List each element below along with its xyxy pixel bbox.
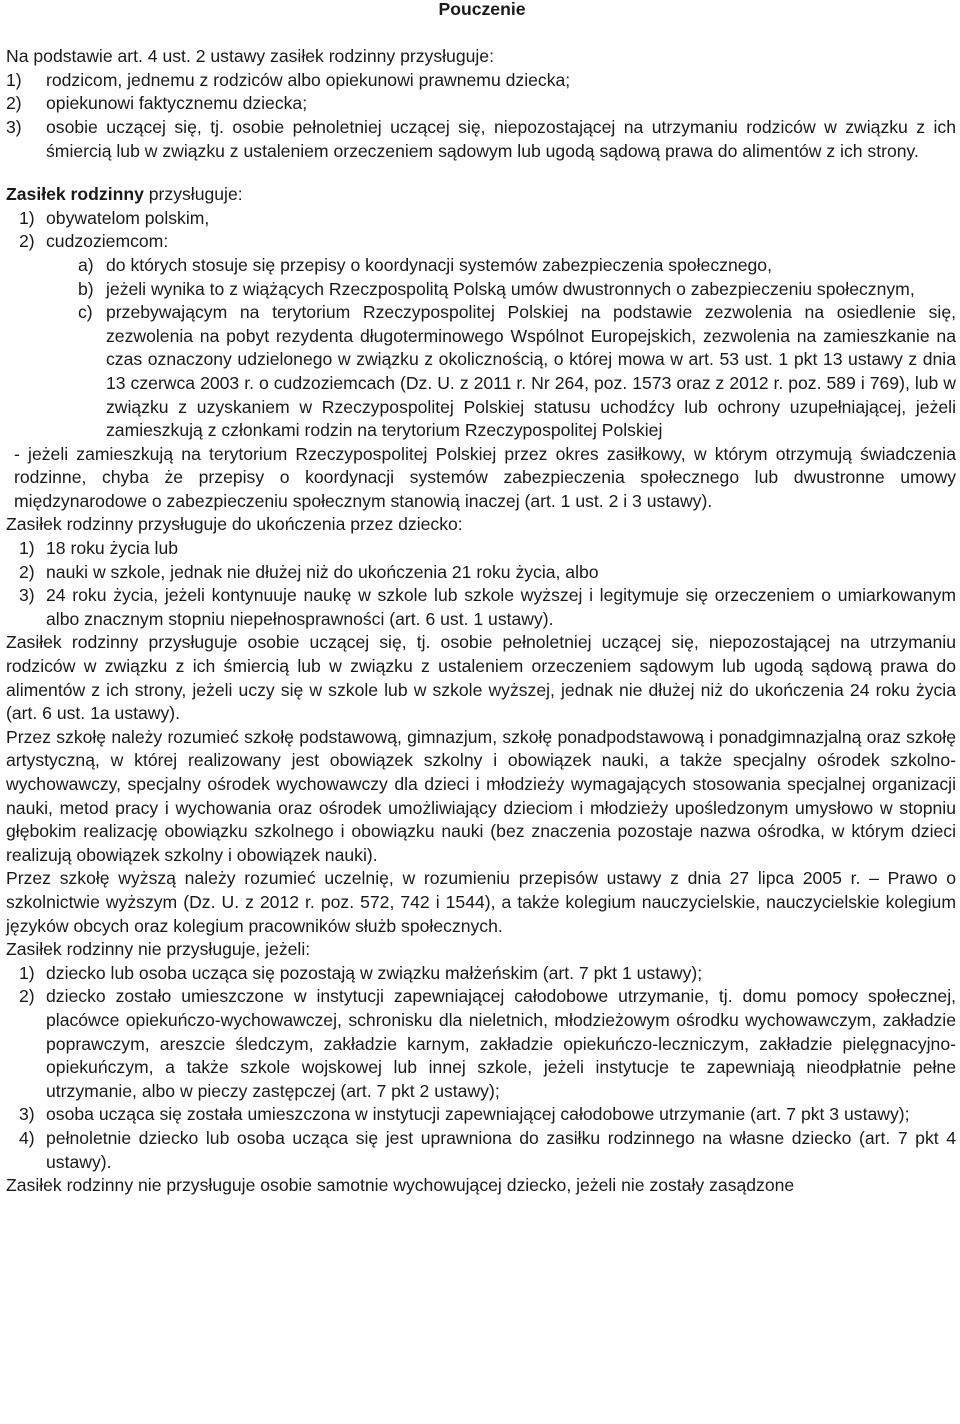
exclusions-section — [6, 938, 956, 1174]
sublist-item — [6, 278, 956, 302]
list-text: 24 roku życia, jeżeli kontynuuje naukę w szkole lub szkole wyższej i legitymuje się orzeczeniem o umiarkowanym albo znacznym stopniu niepełnosprawności (art. 6 ust. 1 ustawy). — [46, 585, 956, 629]
list-number: 3) — [19, 1104, 35, 1125]
list-item — [6, 92, 956, 116]
paragraph-higher-education: Przez szkołę wyższą należy rozumieć uczelnię, w rozumieniu przepisów ustawy z dnia 27 lipca 2005 r. – Prawo o szkolnictwie wyższym (Dz. U. z 2012 r. poz. 572, 742 i 1544), a także kolegium nauczycielskie, nauczycielskie kolegium języków obcych oraz kolegium pracowników służb społecznych. — [6, 868, 956, 936]
list-item — [6, 230, 956, 254]
eligibility-tail: - jeżeli zamieszkują na terytorium Rzeczypospolitej Polskiej przez okres zasiłkowy, w którym otrzymują świadczenia rodzinne, chyba że przepisy o koordynacji systemów zabezpieczenia społecznego lub dwustronne umowy międzynarodowe o zabezpieczeniu społecznym stanowią inaczej (art. 1 ust. 2 i 3 ustawy). — [14, 443, 956, 511]
list-text: rodzicom, jednemu z rodziców albo opiekunowi prawnemu dziecka; — [46, 69, 571, 90]
spacer — [6, 22, 956, 46]
intro-section — [6, 45, 956, 163]
sublist-text: przebywającym na terytorium Rzeczypospolitej Polskiej na podstawie zezwolenia na osiedlenie się, zezwolenia na pobyt rezydenta długoterminowego Wspólnot Europejskich, zezwolenia na zamieszkanie na czas oznaczony udzielonego w związku z okolicznością, o której mowa w art. 53 ust. 1 pkt 13 ustawy z dnia 13 czerwca 2003 r. o cudzoziemcach (Dz. U. z 2011 r. Nr 264, poz. 1573 oraz z 2012 r. poz. 589 i 769), lub w związku z uzyskaniem w Rzeczypospolitej Polskiej statusu uchodźcy lub ochrony uzupełniającej, jeżeli zamieszkują z członkami rodzin na terytorium Rzeczypospolitej Polskiej — [106, 302, 956, 441]
list-text: dziecko lub osoba ucząca się pozostają w związku małżeńskim (art. 7 pkt 1 ustawy); — [46, 962, 703, 983]
lead-rest: przysługuje: — [143, 184, 243, 205]
document-title: Pouczenie — [438, 0, 526, 19]
list-item — [6, 584, 956, 631]
list-text: 18 roku życia lub — [46, 538, 179, 559]
bold-term: Zasiłek rodzinny — [6, 184, 144, 205]
list-number: 3) — [19, 585, 35, 606]
list-text: obywatelom polskim, — [46, 207, 210, 228]
paragraph-student: Zasiłek rodzinny przysługuje osobie uczącej się, tj. osobie pełnoletniej uczącej się, niepozostającej na utrzymaniu rodziców w związku z ich śmiercią lub w związku z ustaleniem orzeczeniem sądowym lub ugodą sądową prawa do alimentów z ich strony, jeżeli uczy się w szkole lub w szkole wyższej, jednak nie dłużej niż do ukończenia 24 roku życia (art. 6 ust. 1a ustawy). — [6, 632, 956, 724]
paragraph-school: Przez szkołę należy rozumieć szkołę podstawową, gimnazjum, szkołę ponadpodstawową i ponadgimnazjalną oraz szkołę artystyczną, w której realizowany jest obowiązek szkolny i obowiązek nauki, a także specjalny ośrodek szkolno-wychowawczy, specjalny ośrodek wychowawczy dla dzieci i młodzieży wymagających stosowania specjalnej organizacji nauki, metod pracy i wychowania oraz ośrodek umożliwiający dzieciom i młodzieży upośledzonym umysłowo w stopniu głębokim realizację obowiązku szkolnego i obowiązku nauki (bez znaczenia pozostaje nazwa ośrodka, w którym dzieci realizują obowiązek szkolny i obowiązek nauki). — [6, 726, 956, 865]
sublist-letter: b) — [78, 278, 94, 299]
sublist-text: do których stosuje się przepisy o koordynacji systemów zabezpieczenia społecznego, — [106, 254, 772, 275]
sublist-letter: a) — [78, 254, 94, 275]
eligibility-lead — [6, 183, 956, 207]
list-number: 1) — [19, 207, 35, 228]
list-number: 2) — [19, 231, 35, 252]
list-text: osoba ucząca się została umieszczona w instytucji zapewniającej całodobowe utrzymanie (art. 7 pkt 3 ustawy); — [46, 1104, 910, 1125]
list-item — [6, 207, 956, 231]
sublist-text: jeżeli wynika to z wiążących Rzeczpospolitą Polską umów dwustronnych o zabezpieczeniu społecznym, — [106, 278, 915, 299]
intro-lead: Na podstawie art. 4 ust. 2 ustawy zasiłek rodzinny przysługuje: — [6, 46, 494, 67]
list-item — [6, 1127, 956, 1174]
list-number: 2) — [19, 986, 35, 1007]
spacer — [6, 163, 956, 183]
list-text: osobie uczącej się, tj. osobie pełnoletniej uczącej się, niepozostającej na utrzymaniu rodziców w związku z ich śmiercią lub w związku z ustaleniem orzeczeniem sądowym lub ugodą sądową prawa do alimentów z ich strony. — [46, 116, 956, 161]
duration-section — [6, 513, 956, 631]
list-item — [6, 962, 956, 986]
list-item — [6, 116, 956, 163]
sublist-letter: c) — [78, 302, 93, 323]
list-number: 4) — [19, 1127, 35, 1148]
list-text: pełnoletnie dziecko lub osoba ucząca się jest uprawniona do zasiłku rodzinnego na własne dziecko (art. 7 pkt 4 ustawy). — [46, 1127, 956, 1172]
list-text: cudzoziemcom: — [46, 231, 169, 252]
list-number: 2) — [6, 93, 22, 114]
paragraph-last: Zasiłek rodzinny nie przysługuje osobie samotnie wychowującej dziecko, jeżeli nie zostały zasądzone — [6, 1175, 795, 1196]
sublist-item — [6, 301, 956, 443]
list-number: 1) — [19, 538, 35, 559]
list-item — [6, 537, 956, 561]
list-item — [6, 561, 956, 585]
list-number: 3) — [6, 116, 22, 137]
list-item — [6, 985, 956, 1103]
eligibility-section — [6, 183, 956, 513]
document-page — [6, 0, 956, 1198]
list-number: 2) — [19, 561, 35, 582]
list-item — [6, 1103, 956, 1127]
list-text: nauki w szkole, jednak nie dłużej niż do ukończenia 21 roku życia, albo — [46, 561, 599, 582]
list-text: opiekunowi faktycznemu dziecka; — [46, 93, 308, 114]
list-number: 1) — [6, 69, 22, 90]
exclusions-lead: Zasiłek rodzinny nie przysługuje, jeżeli: — [6, 939, 311, 960]
duration-lead: Zasiłek rodzinny przysługuje do ukończenia przez dziecko: — [6, 514, 463, 535]
list-number: 1) — [19, 962, 35, 983]
list-text: dziecko zostało umieszczone w instytucji zapewniającej całodobowe utrzymanie, tj. domu pomocy społecznej, placówce opiekuńczo-wychowawczej, schronisku dla nieletnich, młodzieżowym ośrodku wychowawczym, zakładzie poprawczym, areszcie śledczym, zakładzie karnym, zakładzie opiekuńczo-leczniczym, zakładzie pielęgnacyjno-opiekuńczym, a także szkole wojskowej lub innej szkole, jeżeli instytucje te zapewniają nieodpłatnie pełne utrzymanie, albo w pieczy zastępczej (art. 7 pkt 2 ustawy); — [46, 986, 956, 1101]
sublist-item — [6, 254, 956, 278]
list-item — [6, 69, 956, 93]
